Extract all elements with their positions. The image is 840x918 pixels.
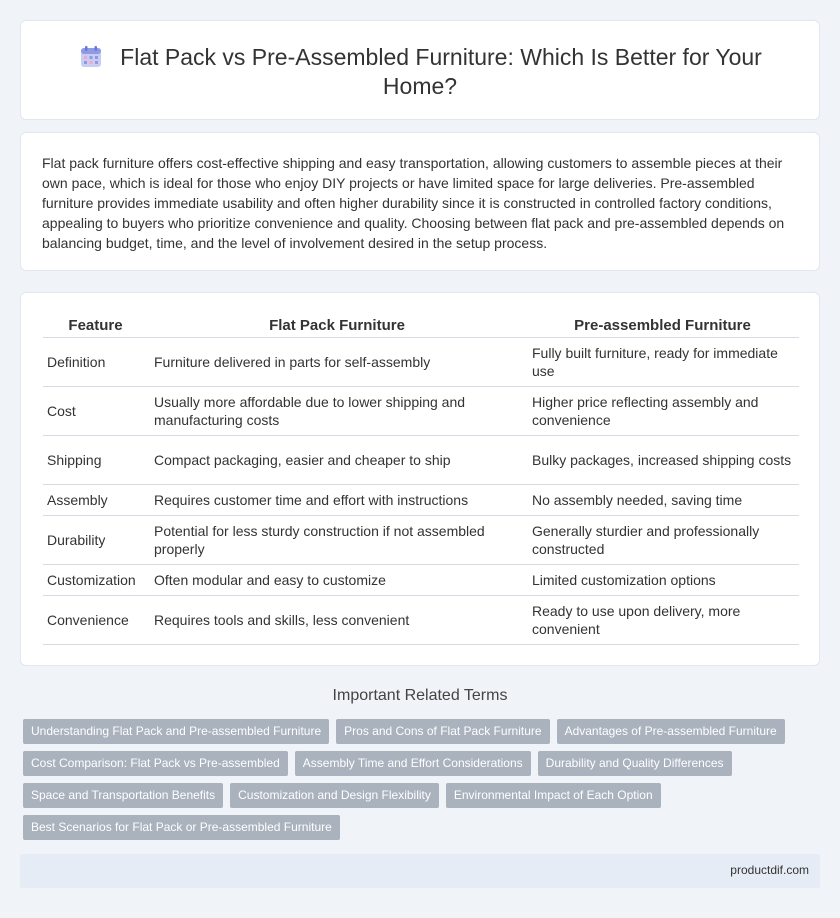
row-pre-assembled: Fully built furniture, ready for immediate use <box>526 338 799 387</box>
related-term-tag[interactable]: Pros and Cons of Flat Pack Furniture <box>336 719 549 744</box>
comparison-table <box>43 315 799 645</box>
table-row <box>43 516 799 565</box>
row-feature: Definition <box>43 338 148 387</box>
row-pre-assembled: Higher price reflecting assembly and convenience <box>526 387 799 436</box>
related-term-tag[interactable]: Best Scenarios for Flat Pack or Pre-assembled Furniture <box>23 815 340 840</box>
table-row <box>43 565 799 596</box>
column-header-pre-assembled: Pre-assembled Furniture <box>526 315 799 338</box>
page-title <box>21 43 819 101</box>
footer <box>20 854 820 888</box>
related-term-tag[interactable]: Space and Transportation Benefits <box>23 783 223 808</box>
row-feature: Durability <box>43 516 148 565</box>
row-flat-pack: Compact packaging, easier and cheaper to ship <box>148 436 526 485</box>
row-flat-pack: Often modular and easy to customize <box>148 565 526 596</box>
column-header-flat-pack: Flat Pack Furniture <box>148 315 526 338</box>
related-term-tag[interactable]: Assembly Time and Effort Considerations <box>295 751 531 776</box>
row-pre-assembled: Generally sturdier and professionally constructed <box>526 516 799 565</box>
table-row <box>43 436 799 485</box>
related-term-tag[interactable]: Advantages of Pre-assembled Furniture <box>557 719 785 744</box>
table-row <box>43 338 799 387</box>
row-pre-assembled: Ready to use upon delivery, more convenient <box>526 596 799 645</box>
row-flat-pack: Furniture delivered in parts for self-assembly <box>148 338 526 387</box>
table-header-row <box>43 315 799 338</box>
row-pre-assembled: No assembly needed, saving time <box>526 485 799 516</box>
column-header-feature: Feature <box>43 315 148 338</box>
related-term-tag[interactable]: Understanding Flat Pack and Pre-assembled Furniture <box>23 719 329 744</box>
related-term-tag[interactable]: Customization and Design Flexibility <box>230 783 439 808</box>
row-pre-assembled: Limited customization options <box>526 565 799 596</box>
comparison-card <box>20 292 820 666</box>
row-feature: Shipping <box>43 436 148 485</box>
related-terms-list <box>23 719 803 847</box>
row-flat-pack: Usually more affordable due to lower shipping and manufacturing costs <box>148 387 526 436</box>
table-row <box>43 485 799 516</box>
row-flat-pack: Potential for less sturdy construction if not assembled properly <box>148 516 526 565</box>
related-terms-heading: Important Related Terms <box>332 687 508 704</box>
calendar-icon <box>78 44 104 70</box>
row-feature: Cost <box>43 387 148 436</box>
related-term-tag[interactable]: Durability and Quality Differences <box>538 751 732 776</box>
table-row <box>43 596 799 645</box>
row-pre-assembled: Bulky packages, increased shipping costs <box>526 436 799 485</box>
row-feature: Assembly <box>43 485 148 516</box>
intro-paragraph: Flat pack furniture offers cost-effective shipping and easy transportation, allowing customers to assemble pieces at their own pace, which is ideal for those who enjoy DIY projects or have limited space for large deliveries. Pre-assembled furniture provides immediate usability and often higher durability since it is constructed in controlled factory conditions, appealing to buyers who prioritize convenience and quality. Choosing between flat pack and pre-assembled depends on balancing budget, time, and the level of involvement desired in the setup process. <box>42 155 785 251</box>
row-feature: Convenience <box>43 596 148 645</box>
header-card <box>20 20 820 120</box>
page-title-text: Flat Pack vs Pre-Assembled Furniture: Which Is Better for Your Home? <box>120 44 762 99</box>
row-flat-pack: Requires customer time and effort with instructions <box>148 485 526 516</box>
intro-card <box>20 132 820 271</box>
related-term-tag[interactable]: Cost Comparison: Flat Pack vs Pre-assembled <box>23 751 288 776</box>
related-term-tag[interactable]: Environmental Impact of Each Option <box>446 783 661 808</box>
row-flat-pack: Requires tools and skills, less convenient <box>148 596 526 645</box>
table-row <box>43 387 799 436</box>
footer-site-link[interactable]: productdif.com <box>730 863 809 877</box>
row-feature: Customization <box>43 565 148 596</box>
